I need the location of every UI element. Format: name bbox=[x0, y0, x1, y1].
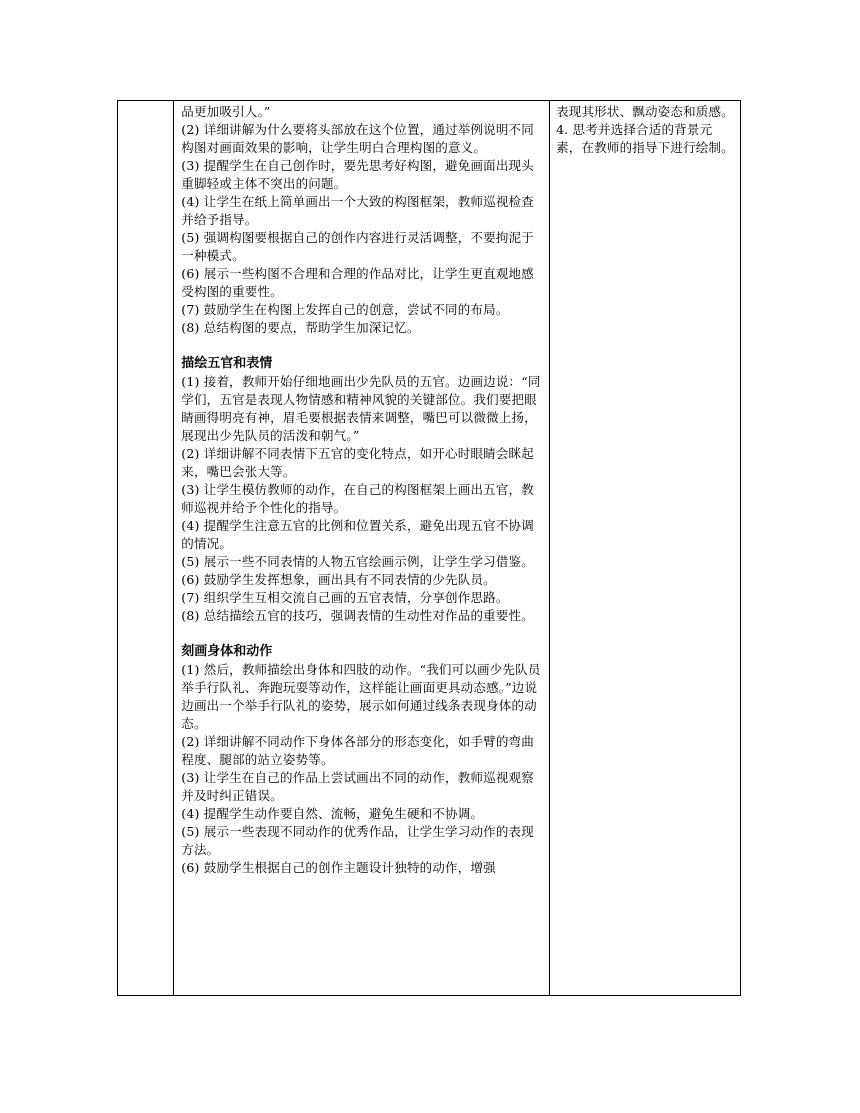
student-activity-cell bbox=[550, 101, 741, 996]
list-item: (2) 详细讲解不同表情下五官的变化特点，如开心时眼睛会眯起来，嘴巴会张大等。 bbox=[181, 446, 534, 479]
list-item: (1) 接着，教师开始仔细地画出少先队员的五官。边画边说：“同学们，五官是表现人物情感和精神风貌的关键部位。我们要把眼睛画得明亮有神，眉毛要根据表情来调整，嘴巴可以微微上扬，展现出少先队员的活泼和朝气。” bbox=[181, 374, 541, 443]
list-item: (3) 让学生在自己的作品上尝试画出不同的动作，教师巡视观察并及时纠正错误。 bbox=[181, 770, 534, 803]
intro-line: 品更加吸引人。” bbox=[181, 104, 271, 119]
list-item: (6) 鼓励学生根据自己的创作主题设计独特的动作，增强 bbox=[181, 860, 496, 875]
list-item: (3) 提醒学生在自己创作时，要先思考好构图，避免画面出现头重脚轻或主体不突出的问题。 bbox=[181, 158, 534, 191]
lesson-table bbox=[117, 100, 741, 996]
list-item: (6) 展示一些构图不合理和合理的作品对比，让学生更直观地感受构图的重要性。 bbox=[181, 266, 534, 299]
list-item: (4) 提醒学生注意五官的比例和位置关系，避免出现五官不协调的情况。 bbox=[181, 518, 534, 551]
list-item: (8) 总结构图的要点，帮助学生加深记忆。 bbox=[181, 320, 420, 335]
teacher-activity-cell bbox=[174, 101, 550, 996]
list-item: (5) 展示一些不同表情的人物五官绘画示例，让学生学习借鉴。 bbox=[181, 554, 534, 569]
spacer bbox=[181, 337, 543, 355]
list-item: (2) 详细讲解为什么要将头部放在这个位置，通过举例说明不同构图对画面效果的影响，让学生明白合理构图的意义。 bbox=[181, 122, 534, 155]
list-item: (4) 让学生在纸上简单画出一个大致的构图框架，教师巡视检查并给予指导。 bbox=[181, 194, 534, 227]
spacer bbox=[181, 625, 543, 643]
list-item: (7) 鼓励学生在构图上发挥自己的创意，尝试不同的布局。 bbox=[181, 302, 509, 317]
section-heading-body-movement: 刻画身体和动作 bbox=[181, 644, 273, 659]
list-item: (8) 总结描绘五官的技巧，强调表情的生动性对作品的重要性。 bbox=[181, 608, 534, 623]
section-heading-facial-features: 描绘五官和表情 bbox=[181, 356, 273, 371]
table-row bbox=[118, 101, 741, 996]
list-item: (4) 提醒学生动作要自然、流畅，避免生硬和不协调。 bbox=[181, 806, 484, 821]
list-item: (5) 展示一些表现不同动作的优秀作品，让学生学习动作的表现方法。 bbox=[181, 824, 534, 857]
student-activity-line: 表现其形状、飘动姿态和质感。 bbox=[556, 104, 734, 119]
list-item: (2) 详细讲解不同动作下身体各部分的形态变化，如手臂的弯曲程度、腿部的站立姿势等。 bbox=[181, 734, 534, 767]
list-item: (3) 让学生模仿教师的动作，在自己的构图框架上画出五官，教师巡视并给予个性化的指导。 bbox=[181, 482, 534, 515]
list-item: (7) 组织学生互相交流自己画的五官表情，分享创作思路。 bbox=[181, 590, 509, 605]
student-activity-line: 4. 思考并选择合适的背景元素，在教师的指导下进行绘制。 bbox=[556, 122, 734, 155]
list-item: (6) 鼓励学生发挥想象，画出具有不同表情的少先队员。 bbox=[181, 572, 496, 587]
list-item: (1) 然后，教师描绘出身体和四肢的动作。“我们可以画少先队员举手行队礼、奔跑玩耍等动作，这样能让画面更具动态感。”边说边画出一个举手行队礼的姿势，展示如何通过线条表现身体的动态。 bbox=[181, 662, 541, 731]
list-item: (5) 强调构图要根据自己的创作内容进行灵活调整，不要拘泥于一种模式。 bbox=[181, 230, 534, 263]
empty-left-cell bbox=[118, 101, 174, 996]
